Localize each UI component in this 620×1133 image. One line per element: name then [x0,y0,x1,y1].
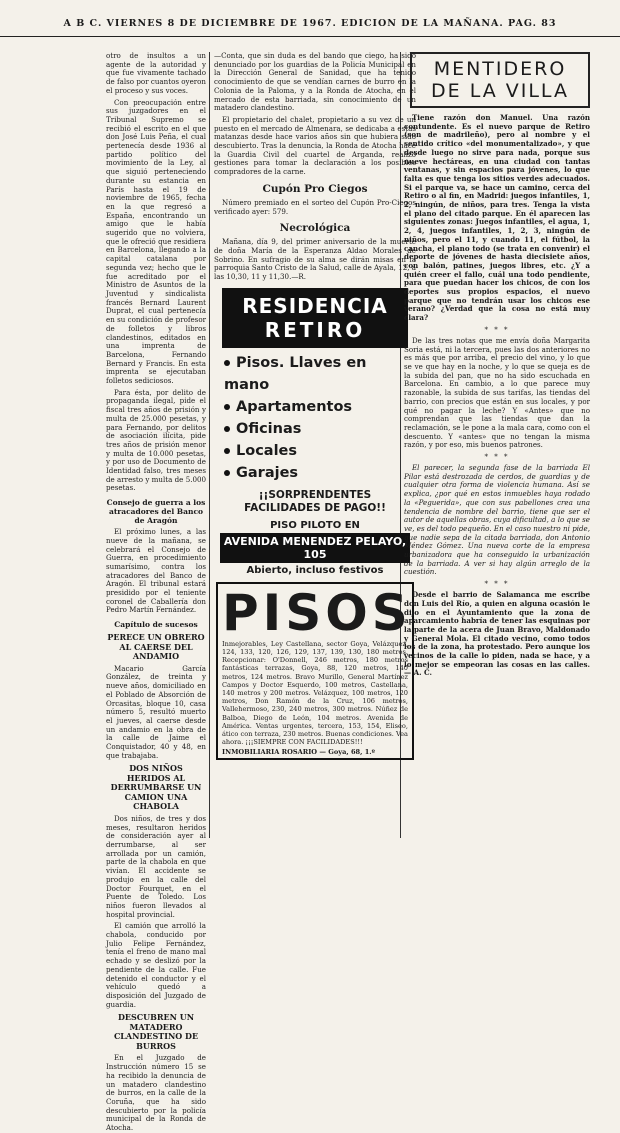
bullet-icon [224,360,230,366]
column-paragraph: De las tres notas que me envía doña Margarita Soria está, ni la tercera, pues las dos anteriores no es más que por arriba, el precio del vino, y lo que se ve que hay en la noche, y lo que se queja es de la subida del pan, que no ha sido escuchada en Barcelona. En cambio, a lo que parece muy razonable, la subida de sus tarifas, las tiendas del barrio, con precios que están en sus locales, y por qué no pagar la leche? Y «Antes» que no comprendan que las tiendas que dan la reclamación, se le pone a la mala cara, como con el descuento. Y «antes» que no tengan la misma razón, y por eso, mis buenos patrones. [404,335,590,450]
column-middle [214,52,416,838]
article-paragraph: El propietario del chalet, propietario a su vez de un puesto en el mercado de Almenara, se dedicaba a estas matanzas desde hace varios años sin que hubiera sido descubierto. Tras la denuncia, la Ronda de Atocha hace la Guardia Civil del cuartel de Arganda, realizó gestiones para tomar la declaración a los posibles compradores de la carne. [214,114,416,177]
ad-subtitle: RETIRO [264,317,366,342]
section-separator: * * * [484,453,510,462]
article-heading: Necrológica [279,222,351,235]
article-heading: PERECE UN OBRERO AL CAERSE DEL ANDAMIO [107,632,205,662]
bullet-icon [224,448,230,454]
pisos-title: PISOS [222,583,412,642]
column-left [106,51,206,1133]
article-paragraph: Dos niños, de tres y dos meses, resultaron heridos de consideración ayer al derrumbarse, al ser arrollada por un camión, parte de la chabola en que vivían. El accidente se produjo en la calle del Doctor Fourquet, en el Puente de Toledo. Los niños fueron llevados al hospital provincial. [106,813,206,919]
page-header [0,14,620,37]
article-paragraph: Con preocupación entre sus juzgadores en el Tribunal Supremo se recibió el escrito en el que don José Luis Peña, el cual pertenecía desde 1936 al partido político del movimiento de la Ley, al que siguió perteneciendo durante su estancia en París hasta el 19 de noviembre de 1965, fecha en la que regresó a España, encontrando un amigo que le había sugerido que no volviera, que le ofreció que residiera en Barcelona, llegando a la capital catalana por segunda vez; hecho que le fue acreditado por el Ministro de Asuntos de la Juventud y sindicalista francés Bernard Laurent Duprat, el cual pertenecía en su condición de profesor de folletos y libros clandestinos, editados en una imprenta de Barcelona, Fernando Bernard y Francis. En esta imprenta se ejecutaban folletos sediciosos. [106,97,206,386]
section-heading: Capítulo de sucesos [114,620,198,630]
ad-feature-list [224,352,406,484]
residencia-retiro-ad [222,288,408,348]
show-flat-ad [214,520,416,576]
column-rule [209,52,210,838]
masthead-line: DE LA VILLA [431,80,569,102]
ad-feature-item: Locales [224,440,406,462]
header-title: A B C. VIERNES 8 DE DICIEMBRE DE 1967. EDICION DE LA MAÑANA. PAG. 83 [63,18,557,29]
article-paragraph: En el Juzgado de Instrucción número 15 se ha recibido la denuncia de un matadero clandestino de burros, en la calle de la Coruña, que ha sido descubierto por la policía municipal de la Ronda de Atocha. [106,1053,206,1133]
article-paragraph: Número premiado en el sorteo del Cupón Pro-Ciegos verificado ayer: 579. [214,197,416,216]
ad-feature-item: Garajes [224,462,406,484]
ad-feature-item: Oficinas [224,418,406,440]
article-heading: Cupón Pro Ciegos [262,182,368,195]
ad-feature-item: Apartamentos [224,396,406,418]
ad-financing-line: FACILIDADES DE PAGO!! [244,501,386,514]
section-separator: * * * [484,325,510,334]
article-paragraph: Macario García González, de treinta y nueve años, domiciliado en el Poblado de Absorción de Orcasitas, bloque 10, casa número 5, resultó muerto el jueves, al caerse desde un andamio en la obra de la calle de Jaime el Conquistador, 40 y 48, en que trabajaba. [106,663,206,760]
mentidero-masthead [410,52,590,108]
show-flat-title: PISO PILOTO EN [270,519,360,531]
show-flat-hours: Abierto, incluso festivos [246,564,384,576]
bullet-icon [224,426,230,432]
bullet-icon [224,404,230,410]
article-heading: Consejo de guerra a los atracadores del Banco de Aragón [106,498,206,526]
pisos-agency: INMOBILIARIA ROSARIO — Goya, 68, 1.º [222,748,375,757]
ad-title: RESIDENCIA [242,293,388,318]
pisos-ad [216,582,414,761]
column-paragraph: Desde el barrio de Salamanca me escribe don Luis del Río, a quien en alguna ocasión le dijo en el Ayuntamiento que la zona de aparcamiento habría de tener las esquinas por la parte de la acera de Juan Bravo, Maldonado y General Mola. El citado vecino, como todos los de la zona, ha protestado. Pero aunque los vecinos de la calle lo piden, nada se hace, y a lo mejor se empeoran las cosas en las calles. — A. C. [404,590,590,678]
pisos-listing: Inmejorables, Ley Castellana, sector Goya, Velázquez, 124, 133, 120, 126, 129, 137, 139, 130, 180 metros. Recepcionar: O'Donnell, 246 metros, 180 metros fantásticas terrazas, Goya, 88, 120 metros, 140 metros, 124 metros. Bravo Murillo, General Martínez Campos y Doctor Esquerdo, 100 metros, Castellana, 140 metros y 200 metros. Velázquez, 100 metros, 120 metros, Don Ramón de la Cruz, 106 metros, Vallehermoso, 230, 240 metros, 300 metros. Núñez de Balboa, Diego de León, 104 metros. Avenida de América. Ventas urgentes, tercera, 153, 154, Eliseo, ático con terraza, 230 metros. Buenas condiciones. Vea ahora. ¡¡¡SIEMPRE CON FACILIDADES!!! [222,639,408,747]
bullet-icon [224,470,230,476]
article-heading: DESCUBREN UN MATADERO CLANDESTINO DE BURROS [113,1012,199,1051]
section-separator: * * * [484,580,510,589]
article-paragraph: El camión que arrolló la chabola, conducido por Julio Felipe Fernández, tenía el freno de mano mal echado y se deslizó por la pendiente de la calle. Fue detenido el conductor y el vehículo quedó a disposición del Juzgado de guardia. [106,921,206,1009]
article-paragraph: Para ésta, por delito de propaganda ilegal, pide el fiscal tres años de prisión y multa de 25.000 pesetas, y para Fernando, por delitos de asociación ilícita, pide tres años de prisión menor y multa de 10.000 pesetas, y por uso de Documento de Identidad falso, tres meses de arresto y multa de 5.000 pesetas. [106,387,206,493]
column-paragraph: El parecer, la segunda fase de la barriada El Pilar está destrozada de cerdos, de guardias y de cualquier otra forma de violencia humana. Así se explica, ¿por qué en estos inmuebles haya rodado la «Peguerida», que con sus pabellones crea una tendencia de nombre del barrio, tiene que ser el autor de aquellas obras, cuya dificultad, a lo que se ve, es del todo pequeño. En el caso nuestro ni pide, que nadie sepa de la citada barriada, don Antonio Méndez Gómez. Una nueva corte de la empresa urbanizadora que ha conseguido la urbanización de la barriada. A ver si hay algún arreglo de la cuestión. [404,463,590,577]
article-paragraph: El próximo lunes, a las nueve de la mañana, se celebrará el Consejo de Guerra, en procedimiento sumarísimo, contra los atracadores del Banco de Aragón. El tribunal estará presidido por el teniente coronel de Caballería don Pedro Martín Fernández. [106,527,206,615]
ad-financing-banner [214,489,416,515]
masthead-line: MENTIDERO [433,58,567,80]
article-paragraph: otro de insultos a un agente de la autoridad y que fue vivamente tachado de falso por cuantos oyeron el proceso y sus voces. [106,51,206,95]
ad-financing-line: ¡¡SORPRENDENTES [258,488,372,501]
article-paragraph: Mañana, día 9, del primer aniversario de la muerte de doña María de la Esperanza Aldao Morales de Sobrino. En sufragio de su alma se dirán misas en la parroquia Santo Cristo de la Salud, calle de Ayala, 12, a las 10,30, 11 y 11,30.—R. [214,237,416,282]
ad-feature-item: Pisos. Llaves en mano [224,354,367,393]
column-paragraph: Tiene razón don Manuel. Una razón contundente. Es el nuevo parque de Retiro (son de madrileño), pero al nombre y el sentido crítico «del monumentalizado», y que desde luego no sirve para nada, porque sus nueve hectáreas, en una ciudad con tantas ventanas, y sin espacios para jóvenes, lo que falta es que tenga los sitios verdes adecuados. Si el parque va, se hace un camino, cerca del Retiro o al fin, en Madrid: juegos infantiles, 1, 2, ningún, de niños, para tres. Tenga la vista el plano del citado parque. En él aparecen las siguientes zonas: Juegos infantiles, el agua, 1, 2, 4, juegos infantiles, 1, 2, 3, ningún de niños, pero el 11, y cuando 11, el fútbol, la cancha, el plano todo (se trata en convenir) el deporte de jóvenes de hasta diecisiete años, con balón, patines, juegos libres, etc. ¿Y a quién creer el fallo, cuál una todo pendiente, para que puedan hacer los chicos, de con los deportes sus propios espacios, el nuevo parque que no tendrán usar los chicos ese verano? ¿Verdad que la cosa no está muy clara? [404,113,590,323]
show-flat-address: AVENIDA MENENDEZ PELAYO, 105 [220,533,410,563]
article-heading: DOS NIÑOS HERIDOS AL DERRUMBARSE UN CAMION UNA CHABOLA [110,763,202,812]
column-right [404,52,590,838]
article-paragraph: —Conta, que sin duda es del bando que ciego, ha sido denunciado por los guardias de la Policía Municipal en la Dirección General de Sanidad, que ha tenido conocimiento de que se vendían carnes de burro en la Colonia de la Paloma, y a la Ronda de Atocha, en el mercado de esta barriada, sin conocimiento de un matadero clandestino. [214,51,416,113]
